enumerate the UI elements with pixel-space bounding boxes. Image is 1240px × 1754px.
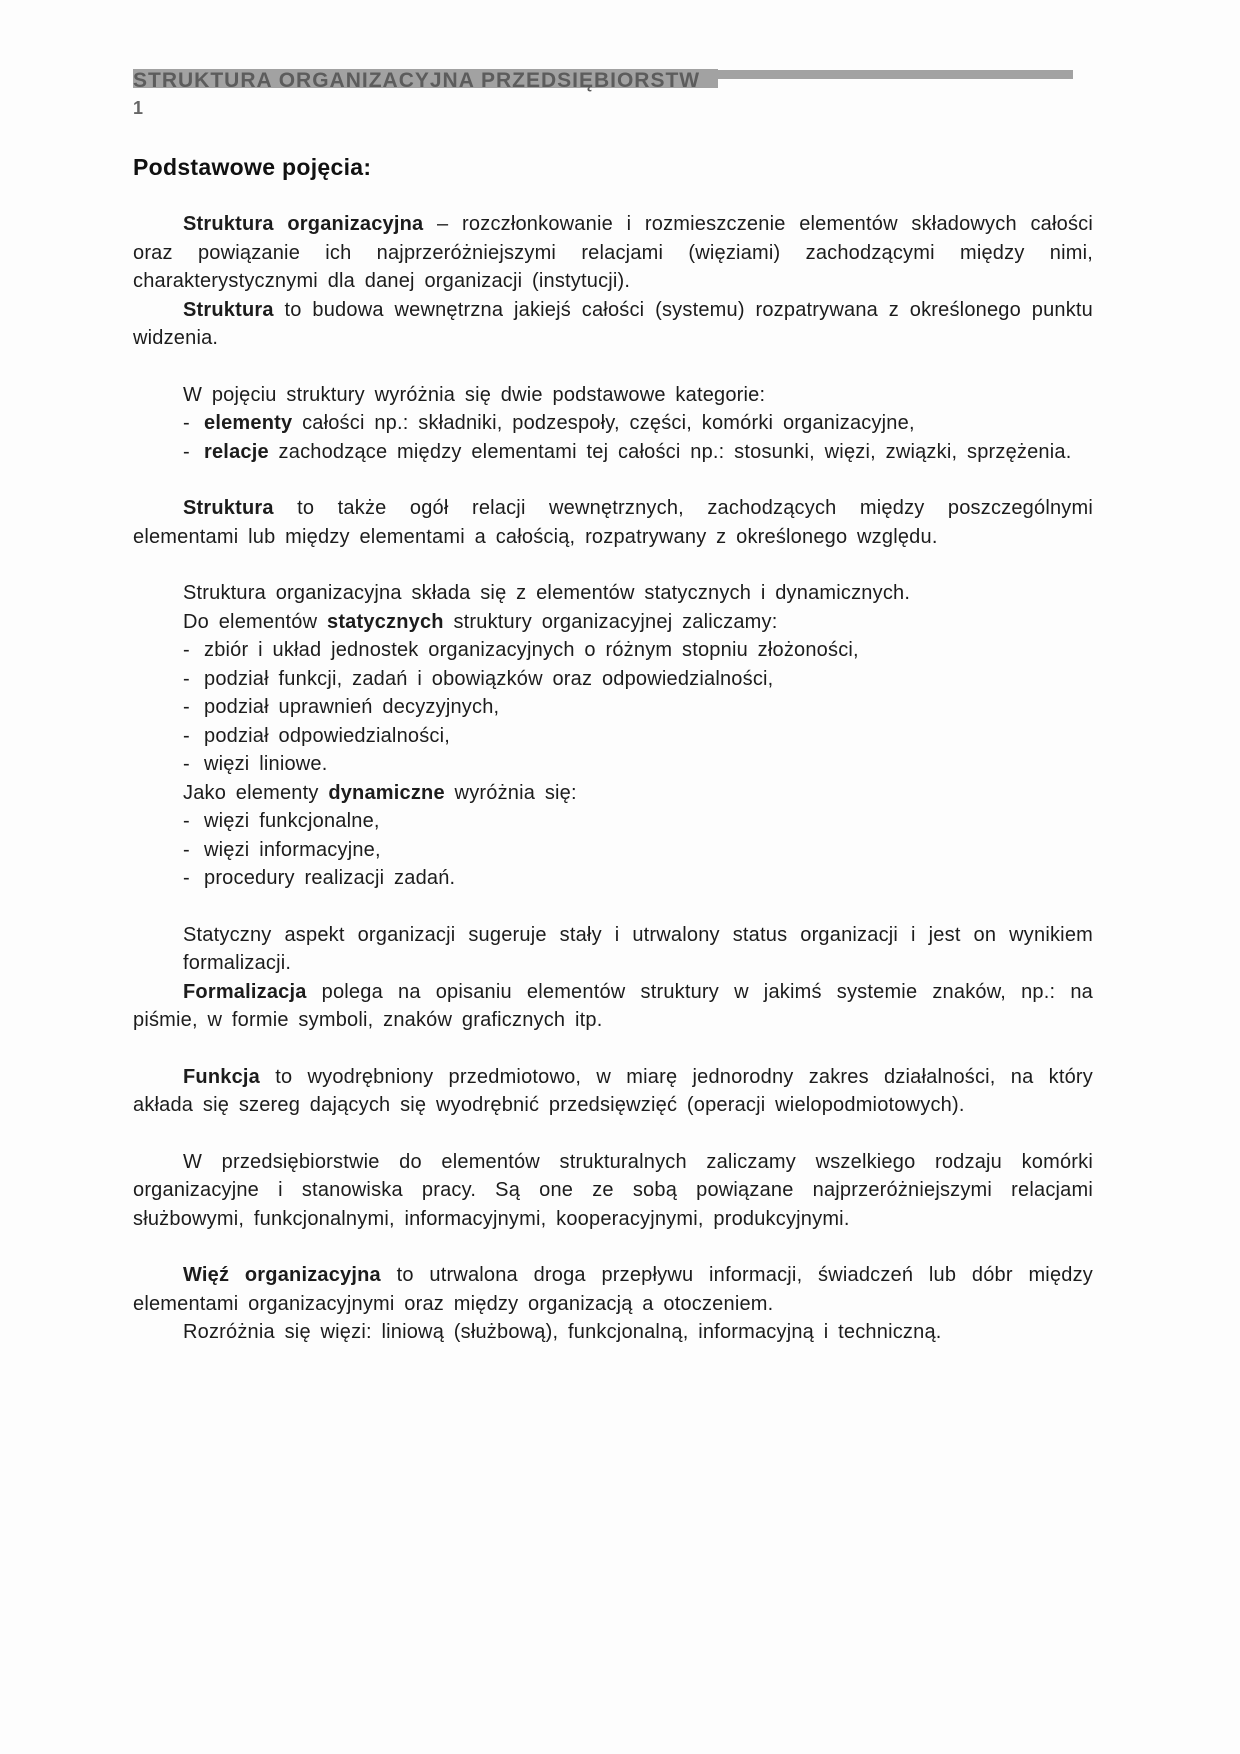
- list-item: [183, 693, 1093, 722]
- term-dynamiczne: dynamiczne: [328, 781, 445, 804]
- term-statycznych: statycznych: [327, 610, 444, 633]
- term-formalizacja: Formalizacja: [183, 980, 307, 1003]
- list-item-text: zbiór i układ jednostek organizacyjnych o różnym stopniu złożoności,: [204, 639, 859, 661]
- document-title: STRUKTURA ORGANIZACYJNA PRZEDSIĘBIORSTW: [133, 69, 701, 92]
- paragraph-text: W przedsiębiorstwie do elementów strukturalnych zaliczamy wszelkiego rodzaju komórki organizacyjne i stanowiska pracy. Są one ze sobą powiązane najprzeróżniejszymi relacjami służbowymi, funkcjonalnymi, informacyjnymi, kooperacyjnymi, produkcyjnymi.: [133, 1150, 1093, 1230]
- paragraph-text: Jako elementy: [183, 781, 329, 804]
- paragraph-text: struktury organizacyjnej zaliczamy:: [443, 610, 778, 633]
- categories-list: [133, 409, 1093, 466]
- paragraph-struktura-organizacyjna: [133, 210, 1093, 296]
- list-item: [183, 864, 1093, 893]
- paragraph-text: Statyczny aspekt organizacji sugeruje stały i utrwalony status organizacji i jest on wynikiem formalizacji.: [183, 923, 1093, 974]
- paragraph-rodzaje-wiezi: [133, 1318, 1093, 1347]
- paragraph-statyczne-intro: [183, 608, 1093, 637]
- term-struktura-organizacyjna: Struktura organizacyjna: [183, 213, 424, 235]
- paragraph-formalizacja: [133, 978, 1093, 1035]
- list-item: [183, 636, 1093, 665]
- term-struktura: Struktura: [183, 497, 274, 519]
- section-heading: Podstawowe pojęcia:: [133, 154, 372, 180]
- paragraph-struktura-relacje: [133, 494, 1093, 551]
- paragraph-przedsiebiorstwo: [133, 1148, 1093, 1234]
- paragraph-statyczny-aspekt: [183, 921, 1093, 978]
- paragraph-wiez-organizacyjna: [133, 1261, 1093, 1318]
- paragraph-struktura: [133, 296, 1093, 353]
- paragraph-text: W pojęciu struktury wyróżnia się dwie podstawowe kategorie:: [183, 383, 766, 406]
- list-item: [183, 665, 1093, 694]
- list-item-text: procedury realizacji zadań.: [204, 867, 456, 889]
- list-item-text: więzi informacyjne,: [204, 838, 381, 861]
- term-struktura: Struktura: [183, 298, 274, 321]
- paragraph-text: – rozczłonkowanie i rozmieszczenie elementów składowych całości oraz powiązanie ich najprzeróżniejszymi relacjami (więziami) zachodzącymi między nimi, charakterystycznymi dla danej organizacji (instytucji).: [133, 213, 1093, 292]
- list-item: [183, 722, 1093, 751]
- paragraph-text: to wyodrębniony przedmiotowo, w miarę jednorodny zakres działalności, na który akłada się szereg dających się wyodrębnić przedsięwzięć (operacji wielopodmiotowych).: [133, 1065, 1093, 1116]
- paragraph-dynamiczne-intro: [183, 779, 1093, 808]
- paragraph-funkcja: [133, 1063, 1093, 1120]
- document-header: [133, 69, 1093, 92]
- paragraph-kategorie-intro: [133, 381, 1093, 410]
- paragraph-text: to utrwalona droga przepływu informacji, świadczeń lub dóbr między elementami organizacyjnymi oraz między organizacją a otoczeniem.: [133, 1264, 1093, 1315]
- paragraph-elementy-statyczne-dynamiczne: [183, 579, 1093, 608]
- term-relacje: relacje: [204, 440, 269, 463]
- list-item: [183, 807, 1093, 836]
- list-item-elementy: [183, 409, 1093, 438]
- list-item-text: całości np.: składniki, podzespoły, części, komórki organizacyjne,: [292, 412, 915, 434]
- paragraph-text: to także ogół relacji wewnętrznych, zachodzących między poszczególnymi elementami lub między elementami a całością, rozpatrywany z określonego względu.: [133, 497, 1093, 548]
- list-item: [183, 836, 1093, 865]
- paragraph-text: to budowa wewnętrzna jakiejś całości (systemu) rozpatrywana z określonego punktu widzenia.: [133, 298, 1093, 349]
- list-item-relacje: [183, 438, 1093, 467]
- list-item-text: podział funkcji, zadań i obowiązków oraz odpowiedzialności,: [204, 667, 774, 690]
- list-item-text: więzi liniowe.: [204, 753, 328, 775]
- paragraph-text: Struktura organizacyjna składa się z elementów statycznych i dynamicznych.: [183, 582, 911, 604]
- term-funkcja: Funkcja: [183, 1065, 260, 1088]
- page-number: 1: [133, 98, 144, 118]
- paragraph-text: polega na opisaniu elementów struktury w jakimś systemie znaków, np.: na piśmie, w formie symboli, znaków graficznych itp.: [133, 980, 1093, 1031]
- list-item-text: podział odpowiedzialności,: [204, 724, 451, 747]
- list-item-text: więzi funkcjonalne,: [204, 810, 380, 832]
- list-item: [183, 750, 1093, 779]
- static-elements-list: [133, 636, 1093, 779]
- dynamic-elements-list: [133, 807, 1093, 893]
- document-body: [133, 69, 1093, 1347]
- term-elementy: elementy: [204, 412, 293, 434]
- term-wiez-organizacyjna: Więź organizacyjna: [183, 1264, 381, 1286]
- paragraph-text: Do elementów: [183, 610, 327, 633]
- list-item-text: zachodzące między elementami tej całości np.: stosunki, więzi, związki, sprzężenia.: [268, 440, 1072, 463]
- list-item-text: podział uprawnień decyzyjnych,: [204, 696, 500, 718]
- paragraph-text: Rozróżnia się więzi: liniową (służbową), funkcjonalną, informacyjną i techniczną.: [183, 1321, 942, 1343]
- paragraph-text: wyróżnia się:: [444, 781, 577, 804]
